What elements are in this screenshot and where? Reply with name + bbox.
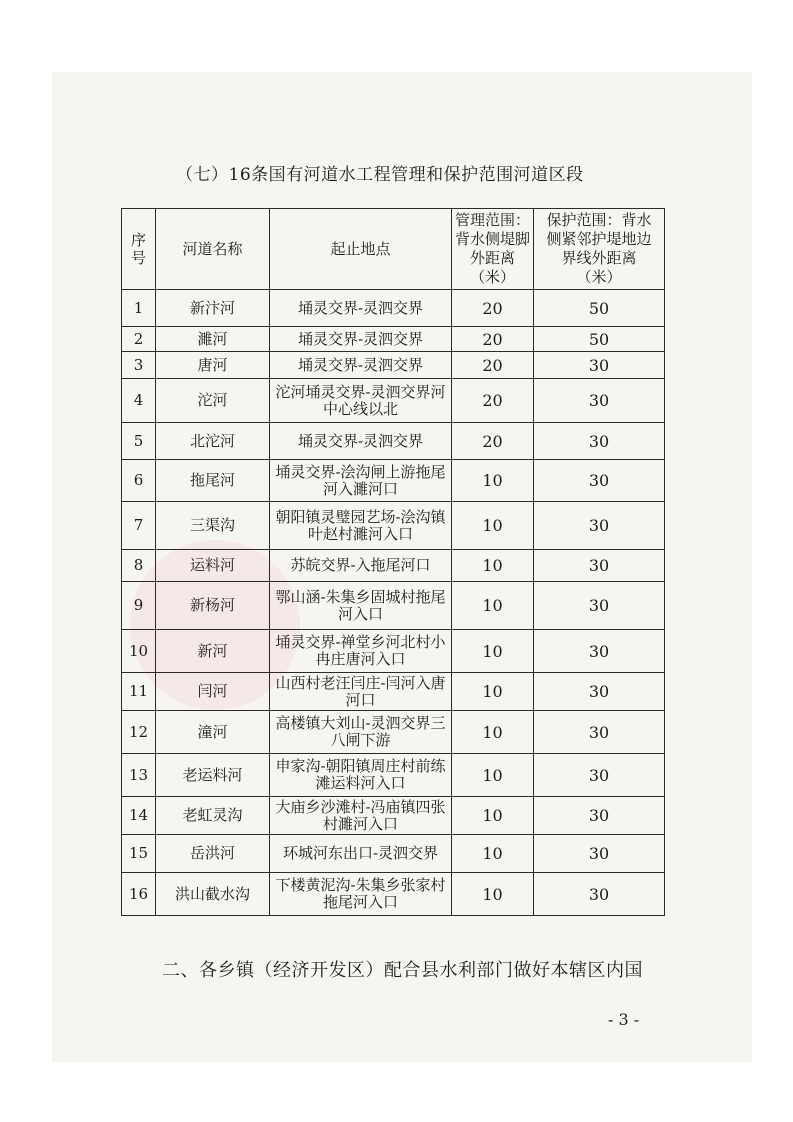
header-mgmt: 管理范围：背水侧堤脚外距离（米） — [452, 209, 534, 290]
page-number: - 3 - — [608, 1010, 640, 1029]
river-range: 埇灵交界-禅堂乡河北村小冉庄唐河入口 — [270, 630, 452, 673]
management-distance: 10 — [452, 550, 534, 582]
management-distance: 10 — [452, 630, 534, 673]
table-row — [122, 460, 665, 502]
river-name: 洪山截水沟 — [156, 873, 270, 916]
row-index: 16 — [122, 873, 156, 916]
table-row — [122, 379, 665, 423]
river-range: 高楼镇大刘山-灵泗交界三八闸下游 — [270, 711, 452, 754]
management-distance: 20 — [452, 327, 534, 352]
table-row — [122, 711, 665, 754]
river-range: 埇灵交界-灵泗交界 — [270, 423, 452, 460]
river-range: 埇灵交界-灵泗交界 — [270, 290, 452, 327]
management-distance: 20 — [452, 423, 534, 460]
management-distance: 10 — [452, 673, 534, 711]
protection-distance: 30 — [534, 460, 665, 502]
table-header-row — [122, 209, 665, 290]
protection-distance: 30 — [534, 379, 665, 423]
row-index: 5 — [122, 423, 156, 460]
river-name: 闫河 — [156, 673, 270, 711]
protection-distance: 30 — [534, 550, 665, 582]
river-name: 老运料河 — [156, 754, 270, 797]
table-row — [122, 502, 665, 550]
row-index: 2 — [122, 327, 156, 352]
table-row — [122, 754, 665, 797]
management-distance: 10 — [452, 502, 534, 550]
row-index: 6 — [122, 460, 156, 502]
header-range: 起止地点 — [270, 209, 452, 290]
table-body — [122, 290, 665, 916]
river-name: 拖尾河 — [156, 460, 270, 502]
row-index: 15 — [122, 835, 156, 873]
table-row — [122, 873, 665, 916]
table-row — [122, 550, 665, 582]
river-name: 唐河 — [156, 352, 270, 379]
management-distance: 10 — [452, 873, 534, 916]
management-distance: 10 — [452, 754, 534, 797]
river-name: 老虹灵沟 — [156, 797, 270, 835]
river-range: 下楼黄泥沟-朱集乡张家村拖尾河入口 — [270, 873, 452, 916]
footer-paragraph: 二、各乡镇（经济开发区）配合县水利部门做好本辖区内国 — [162, 960, 643, 981]
management-distance: 20 — [452, 352, 534, 379]
protection-distance: 30 — [534, 673, 665, 711]
row-index: 10 — [122, 630, 156, 673]
table-row — [122, 290, 665, 327]
table-row — [122, 327, 665, 352]
river-name: 运料河 — [156, 550, 270, 582]
river-range: 埇灵交界-灵泗交界 — [270, 327, 452, 352]
river-range: 环城河东出口-灵泗交界 — [270, 835, 452, 873]
river-name: 新汴河 — [156, 290, 270, 327]
river-range: 苏皖交界-入拖尾河口 — [270, 550, 452, 582]
table-row — [122, 582, 665, 630]
table-row — [122, 423, 665, 460]
header-protect: 保护范围：背水侧紧邻护堤地边界线外距离（米） — [534, 209, 665, 290]
protection-distance: 30 — [534, 423, 665, 460]
row-index: 4 — [122, 379, 156, 423]
row-index: 12 — [122, 711, 156, 754]
protection-distance: 30 — [534, 630, 665, 673]
table-row — [122, 797, 665, 835]
management-distance: 10 — [452, 582, 534, 630]
river-name: 三渠沟 — [156, 502, 270, 550]
protection-distance: 30 — [534, 502, 665, 550]
header-index: 序号 — [122, 209, 156, 290]
management-distance: 10 — [452, 835, 534, 873]
row-index: 7 — [122, 502, 156, 550]
table-row — [122, 673, 665, 711]
protection-distance: 50 — [534, 327, 665, 352]
protection-distance: 30 — [534, 711, 665, 754]
row-index: 14 — [122, 797, 156, 835]
row-index: 1 — [122, 290, 156, 327]
river-name: 新河 — [156, 630, 270, 673]
river-range: 大庙乡沙滩村-冯庙镇四张村濉河入口 — [270, 797, 452, 835]
protection-distance: 30 — [534, 352, 665, 379]
row-index: 13 — [122, 754, 156, 797]
river-table — [121, 208, 665, 916]
protection-distance: 30 — [534, 835, 665, 873]
table-row — [122, 835, 665, 873]
table-row — [122, 630, 665, 673]
row-index: 11 — [122, 673, 156, 711]
management-distance: 10 — [452, 797, 534, 835]
row-index: 8 — [122, 550, 156, 582]
river-name: 濉河 — [156, 327, 270, 352]
river-range: 埇灵交界-浍沟闸上游拖尾河入濉河口 — [270, 460, 452, 502]
section-title: （七）16条国有河道水工程管理和保护范围河道区段 — [176, 165, 584, 185]
management-distance: 20 — [452, 290, 534, 327]
river-name: 潼河 — [156, 711, 270, 754]
protection-distance: 30 — [534, 754, 665, 797]
river-name: 新杨河 — [156, 582, 270, 630]
row-index: 9 — [122, 582, 156, 630]
river-range: 朝阳镇灵璧园艺场-浍沟镇叶赵村濉河入口 — [270, 502, 452, 550]
river-range: 鄂山涵-朱集乡固城村拖尾河入口 — [270, 582, 452, 630]
row-index: 3 — [122, 352, 156, 379]
river-range: 山西村老汪闫庄-闫河入唐河口 — [270, 673, 452, 711]
river-name: 岳洪河 — [156, 835, 270, 873]
management-distance: 10 — [452, 460, 534, 502]
management-distance: 10 — [452, 711, 534, 754]
river-name: 沱河 — [156, 379, 270, 423]
protection-distance: 30 — [534, 582, 665, 630]
table-row — [122, 352, 665, 379]
river-range: 沱河埇灵交界-灵泗交界河中心线以北 — [270, 379, 452, 423]
river-range: 埇灵交界-灵泗交界 — [270, 352, 452, 379]
river-name: 北沱河 — [156, 423, 270, 460]
protection-distance: 30 — [534, 873, 665, 916]
protection-distance: 50 — [534, 290, 665, 327]
management-distance: 20 — [452, 379, 534, 423]
protection-distance: 30 — [534, 797, 665, 835]
river-range: 申家沟-朝阳镇周庄村前练滩运料河入口 — [270, 754, 452, 797]
header-name: 河道名称 — [156, 209, 270, 290]
